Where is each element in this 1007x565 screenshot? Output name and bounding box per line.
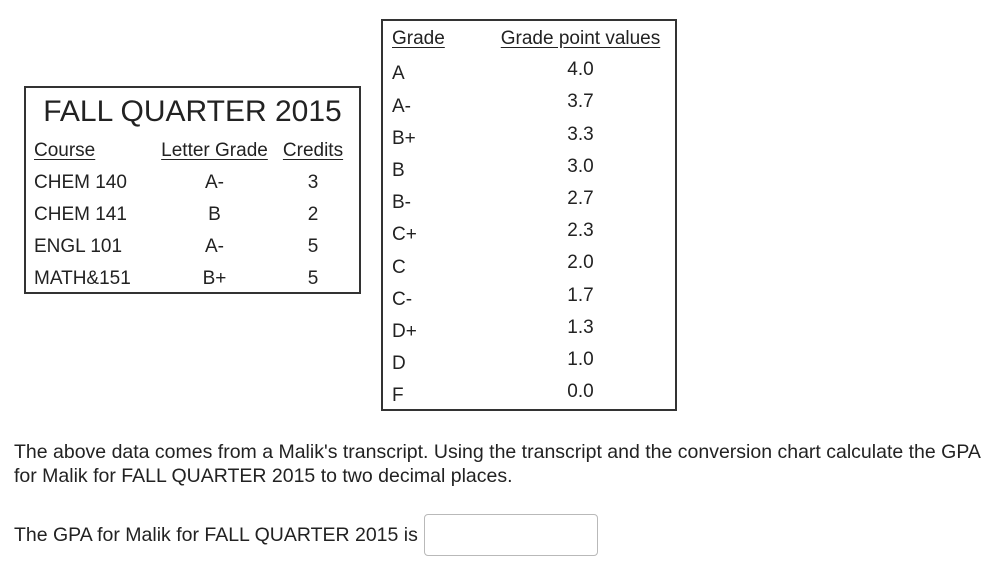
grade-cell: A- <box>392 95 411 117</box>
credits-cell: 5 <box>307 236 319 257</box>
grade-point-cell: 2.7 <box>567 187 594 209</box>
course-header: Course <box>34 140 96 161</box>
table-row <box>392 377 669 409</box>
answer-row <box>14 514 598 556</box>
transcript-header-row <box>34 135 353 167</box>
table-row <box>34 167 353 199</box>
grade-cell: A <box>392 63 405 85</box>
answer-label: The GPA for Malik for FALL QUARTER 2015 is <box>14 523 418 546</box>
grade-cell: B- <box>392 192 411 214</box>
grade-cell: C <box>392 256 406 278</box>
table-row <box>392 120 669 152</box>
credits-cell: 3 <box>307 172 319 193</box>
letter-grade-cell: A- <box>205 172 224 193</box>
grade-cell: C- <box>392 288 413 310</box>
grade-point-cell: 3.3 <box>567 123 594 145</box>
credits-header: Credits <box>282 140 344 161</box>
grade-point-cell: 0.0 <box>567 381 594 403</box>
transcript-table <box>34 135 353 295</box>
course-cell: MATH&151 <box>34 268 131 289</box>
transcript-title: FALL QUARTER 2015 <box>43 95 342 128</box>
gpa-answer-input[interactable] <box>424 514 598 556</box>
table-row <box>34 231 353 263</box>
table-row <box>392 55 669 87</box>
table-row <box>34 263 353 295</box>
letter-grade-cell: B+ <box>202 268 227 289</box>
grade-cell: D+ <box>392 320 417 342</box>
grade-point-cell: 1.0 <box>567 348 594 370</box>
course-cell: CHEM 141 <box>34 204 127 225</box>
credits-cell: 5 <box>307 268 319 289</box>
table-row <box>392 345 669 377</box>
grade-cell: B+ <box>392 127 416 149</box>
grade-point-cell: 2.3 <box>567 220 594 242</box>
credits-cell: 2 <box>307 204 319 225</box>
table-row <box>34 199 353 231</box>
grade-header: Grade <box>392 28 445 50</box>
grade-point-cell: 1.3 <box>567 316 594 338</box>
course-cell: ENGL 101 <box>34 236 123 257</box>
table-row <box>392 248 669 280</box>
question-text: The above data comes from a Malik's transcript. Using the transcript and the conversion chart calculate the GPA for Malik for FALL QUARTER 2015 to two decimal places. <box>14 441 980 487</box>
grade-cell: B <box>392 159 405 181</box>
table-row <box>392 313 669 345</box>
table-row <box>392 184 669 216</box>
letter-grade-cell: B <box>208 204 221 225</box>
table-row <box>392 281 669 313</box>
table-row <box>392 216 669 248</box>
grade-point-cell: 1.7 <box>567 284 594 306</box>
grade-point-cell: 2.0 <box>567 252 594 274</box>
table-row <box>392 152 669 184</box>
grade-cell: D <box>392 353 406 375</box>
grade-point-cell: 3.7 <box>567 91 594 113</box>
grade-conversion-table <box>392 23 669 409</box>
transcript-box <box>24 86 361 294</box>
grade-cell: F <box>392 385 404 407</box>
letter-grade-cell: A- <box>205 236 224 257</box>
conversion-header-row <box>392 23 669 55</box>
table-row <box>392 87 669 119</box>
grade-point-cell: 4.0 <box>567 59 594 81</box>
grade-point-header: Grade point values <box>500 28 661 50</box>
grade-point-cell: 3.0 <box>567 155 594 177</box>
grade-conversion-box <box>381 19 677 411</box>
grade-cell: C+ <box>392 224 417 246</box>
course-cell: CHEM 140 <box>34 172 127 193</box>
letter-grade-header: Letter Grade <box>161 140 268 161</box>
